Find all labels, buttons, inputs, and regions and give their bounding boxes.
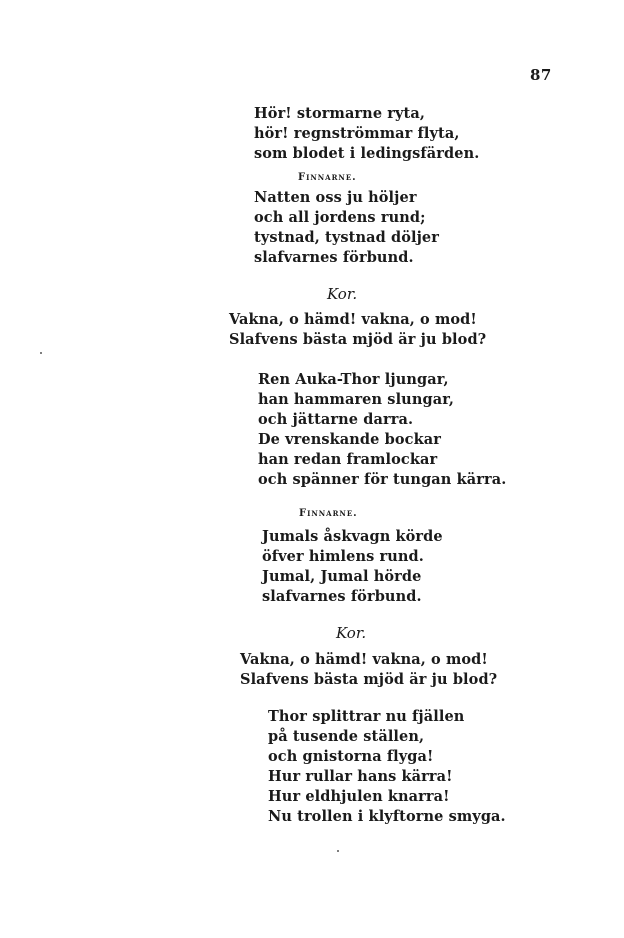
speaker-label: Finnarne. — [299, 508, 358, 519]
verse-line: Slafvens bästa mjöd är ju blod? — [240, 671, 498, 688]
verse-line: Jumals åskvagn körde — [262, 528, 443, 545]
stanza-1 — [254, 104, 479, 164]
verse-line: De vrenskande bockar — [258, 431, 441, 448]
page-number: 87 — [530, 66, 552, 84]
verse-line: Ren Auka-Thor ljungar, — [258, 371, 449, 388]
verse-line: Natten oss ju höljer — [254, 189, 417, 206]
verse-line: och all jordens rund; — [254, 209, 426, 226]
verse-line: Hör! stormarne ryta, — [254, 105, 425, 122]
verse-line: slafvarnes förbund. — [254, 249, 414, 266]
chorus-heading: Kor. — [336, 624, 367, 642]
verse-line: Hur rullar hans kärra! — [268, 768, 453, 785]
verse-line: och jättarne darra. — [258, 411, 414, 428]
print-speck — [337, 850, 339, 852]
speaker-label: Finnarne. — [298, 172, 357, 183]
stanza-2 — [254, 188, 439, 268]
chorus-heading: Kor. — [327, 285, 358, 303]
verse-line: hör! regnströmmar flyta, — [254, 125, 460, 142]
chorus-1 — [229, 310, 486, 350]
stanza-5 — [268, 707, 506, 827]
stanza-4 — [262, 527, 443, 607]
verse-line: Vakna, o hämd! vakna, o mod! — [229, 311, 477, 328]
verse-line: slafvarnes förbund. — [262, 588, 422, 605]
verse-line: han hammaren slungar, — [258, 391, 455, 408]
verse-line: Jumal, Jumal hörde — [262, 568, 422, 585]
verse-line: Hur eldhjulen knarra! — [268, 788, 450, 805]
verse-line: tystnad, tystnad döljer — [254, 229, 439, 246]
verse-line: Thor splittrar nu fjällen — [268, 708, 465, 725]
chorus-2 — [240, 650, 497, 690]
verse-line: han redan framlockar — [258, 451, 438, 468]
verse-line: och spänner för tungan kärra. — [258, 471, 507, 488]
verse-line: Slafvens bästa mjöd är ju blod? — [229, 331, 487, 348]
verse-line: Nu trollen i klyftorne smyga. — [268, 808, 506, 825]
verse-line: och gnistorna flyga! — [268, 748, 434, 765]
verse-line: Vakna, o hämd! vakna, o mod! — [240, 651, 488, 668]
stanza-3 — [258, 370, 506, 490]
verse-line: öfver himlens rund. — [262, 548, 424, 565]
print-speck — [40, 352, 42, 354]
verse-line: på tusende ställen, — [268, 728, 425, 745]
verse-line: som blodet i ledingsfärden. — [254, 145, 480, 162]
